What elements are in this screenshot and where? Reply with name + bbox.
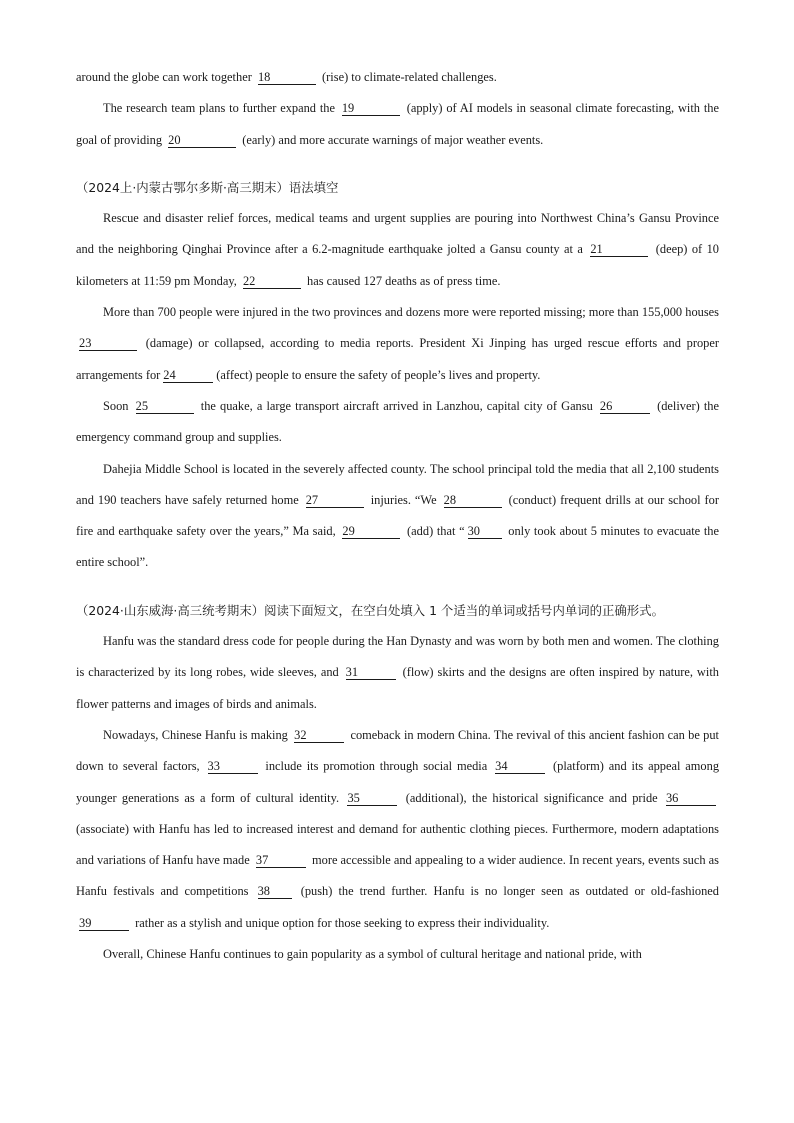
document-page <box>76 62 719 970</box>
paragraph-earthquake-4: Dahejia Middle School is located in the severely affected county. The school principal told the media that all 2,100 students and 190 teachers have safely returned home 27 injuries. “We 28 (conduct) frequent drills at our school for fire and earthquake safety over the years,” Ma said, 29 (add) that “ 30 only took about 5 minutes to evacuate the entire school”. <box>76 461 719 570</box>
paragraph-hanfu-2: Nowadays, Chinese Hanfu is making 32 comeback in modern China. The revival of this ancient fashion can be put down to several factors, 33 include its promotion through social media 34 (platform) and its appeal among younger generations as a form of cultural identity. 35 (additional), the historical significance and pride 36 (associate) with Hanfu has led to increased interest and demand for authentic clothing pieces. Furthermore, modern adaptations and variations of Hanfu have made 37 more accessible and appealing to a wider audience. In recent years, events such as Hanfu festivals and competitions 38 (push) the trend further. Hanfu is no longer seen as outdated or old-fashioned 39 rather as a stylish and unique option for those seeking to express their individuality. <box>76 727 720 930</box>
blank-36[interactable]: 36 <box>666 791 716 806</box>
paragraph-top-1: around the globe can work together 18 (rise) to climate-related challenges. <box>76 70 497 84</box>
blank-39[interactable]: 39 <box>79 916 129 931</box>
blank-20[interactable]: 20 <box>168 133 236 148</box>
section-heading-ordos: （2024上·内蒙古鄂尔多斯·高三期末）语法填空 <box>76 179 339 195</box>
blank-29[interactable]: 29 <box>342 524 400 539</box>
blank-32[interactable]: 32 <box>294 728 344 743</box>
blank-24[interactable]: 24 <box>163 368 213 383</box>
blank-19[interactable]: 19 <box>342 101 400 116</box>
blank-31[interactable]: 31 <box>346 665 396 680</box>
paragraph-earthquake-2: More than 700 people were injured in the two provinces and dozens more were reported missing; more than 155,000 houses 23 (damage) or collapsed, according to media reports. President Xi Jinping has urged rescue efforts and proper arrangements for 24 (affect) people to ensure the safety of people’s lives and property. <box>76 305 719 382</box>
paragraph-earthquake-1: Rescue and disaster relief forces, medical teams and urgent supplies are pouring into Northwest China’s Gansu Province and the neighboring Qinghai Province after a 6.2-magnitude earthquake jolted a Gansu county at a 21 (deep) of 10 kilometers at 11:59 pm Monday, 22 has caused 127 deaths as of press time. <box>76 211 719 288</box>
paragraph-top-2: The research team plans to further expand the 19 (apply) of AI models in seasonal climate forecasting, with the goal of providing 20 (early) and more accurate warnings of major weather events. <box>76 101 719 147</box>
blank-22[interactable]: 22 <box>243 274 301 289</box>
blank-23[interactable]: 23 <box>79 336 137 351</box>
blank-30[interactable]: 30 <box>468 524 502 539</box>
blank-28[interactable]: 28 <box>444 493 502 508</box>
blank-37[interactable]: 37 <box>256 853 306 868</box>
blank-38[interactable]: 38 <box>258 884 292 899</box>
blank-25[interactable]: 25 <box>136 399 194 414</box>
section-heading-weihai: （2024·山东威海·高三统考期末）阅读下面短文，在空白处填入 1 个适当的单词或括号内单词的正确形式。 <box>76 602 664 618</box>
paragraph-hanfu-3: Overall, Chinese Hanfu continues to gain popularity as a symbol of cultural heritage and national pride, with <box>103 947 642 962</box>
blank-18[interactable]: 18 <box>258 70 316 85</box>
blank-21[interactable]: 21 <box>590 242 648 257</box>
blank-26[interactable]: 26 <box>600 399 650 414</box>
blank-34[interactable]: 34 <box>495 759 545 774</box>
blank-27[interactable]: 27 <box>306 493 364 508</box>
paragraph-earthquake-3: Soon 25 the quake, a large transport aircraft arrived in Lanzhou, capital city of Gansu 26 (deliver) the emergency command group and supplies. <box>76 398 719 445</box>
blank-33[interactable]: 33 <box>208 759 258 774</box>
paragraph-hanfu-1: Hanfu was the standard dress code for people during the Han Dynasty and was worn by both men and women. The clothing is characterized by its long robes, wide sleeves, and 31 (flow) skirts and the designs are often inspired by nature, with flower patterns and images of birds and animals. <box>76 634 719 711</box>
blank-35[interactable]: 35 <box>347 791 397 806</box>
